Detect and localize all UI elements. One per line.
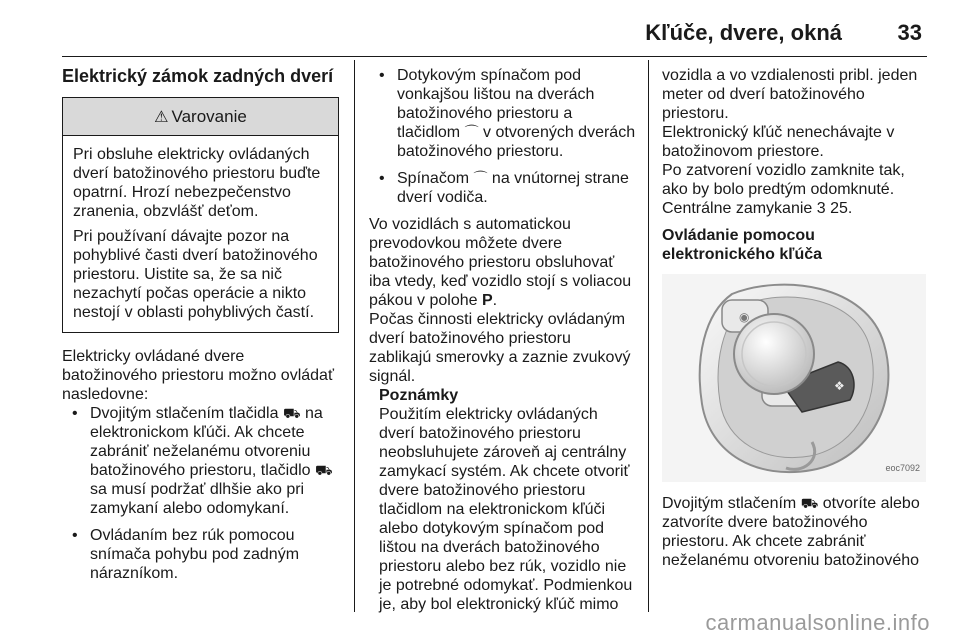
text-run: Dvojitým stlačením bbox=[662, 495, 801, 512]
column-divider-2 bbox=[648, 60, 649, 612]
page-number: 33 bbox=[897, 20, 922, 45]
subheading: Ovládanie pomocou elektronického kľúča bbox=[662, 227, 823, 263]
list-item bbox=[369, 66, 636, 161]
paragraph: Elektronický kľúč nenechávajte v batožinovom priestore. bbox=[662, 124, 895, 160]
warning-paragraph: Pri obsluhe elektricky ovládaných dverí batožinového priestoru buďte opatrní. Hrozí nebezpečenstvo zranenia, obzvlášť deťom. bbox=[73, 146, 321, 220]
column-2 bbox=[369, 66, 636, 620]
text-run: otvoríte alebo zatvoríte dvere batožinového priestoru. Ak chcete zabrániť neželanému otvoreniu batožinového bbox=[662, 495, 920, 569]
transmission-paragraph bbox=[369, 215, 636, 310]
column-3 bbox=[662, 66, 928, 570]
warning-paragraph: Pri používaní dávajte pozor na pohyblivé časti dverí batožinového priestoru. Uistite sa, že sa nič nezachytí počas operácie a nikto nestojí v oblasti pohyblivých častí. bbox=[73, 228, 318, 321]
key-fob-illustration bbox=[662, 274, 926, 482]
column-divider-1 bbox=[354, 60, 355, 612]
trunk-key-icon: ⛟ bbox=[282, 405, 301, 421]
page-ref-icon: 3 bbox=[816, 200, 826, 217]
continued-paragraph: vozidla a vo vzdialenosti pribl. jeden meter od dverí batožinového priestoru. bbox=[662, 67, 918, 122]
operation-list bbox=[62, 404, 339, 583]
warning-header bbox=[63, 98, 338, 136]
list-item bbox=[62, 404, 339, 518]
liftgate-icon: ⌒ bbox=[473, 170, 488, 186]
operation-list-continued bbox=[369, 66, 636, 207]
text-run: . bbox=[492, 292, 498, 309]
trunk-key-icon: ⛟ bbox=[315, 462, 333, 478]
warning-body bbox=[63, 136, 338, 332]
text-run: Spínačom bbox=[397, 170, 474, 187]
text-run: 25. bbox=[825, 200, 853, 217]
text-run: Centrálne zamykanie bbox=[662, 200, 817, 217]
gear-position: P bbox=[481, 292, 493, 309]
list-item: • Ovládaním bez rúk pomocou snímača pohybu pod zadným nárazníkom. bbox=[62, 526, 339, 583]
note-text: Použitím elektricky ovládaných dverí batožinového priestoru neobsluhujete zároveň aj centrálny zamykací systém. Ak chcete otvoriť dvere batožinového priestoru tlačidlom na elektronickom kľúči alebo dotykovým spínačom pod lištou na dverách batožinového priestoru alebo bez rúk, vozidlo nie je potrebné odomykať. Podmienkou je, aby bol elektronický kľúč mimo bbox=[379, 406, 633, 613]
text-run: na elektronickom kľúči. Ak chcete zabrániť neželanému otvoreniu batožinového priestoru, tlačidlo bbox=[90, 405, 323, 479]
cross-reference bbox=[662, 199, 928, 218]
column-1 bbox=[62, 66, 339, 591]
warning-title: Varovanie bbox=[171, 107, 247, 126]
text-run: v otvorených dverách batožinového priestoru. bbox=[397, 124, 636, 160]
section-title: Elektrický zámok zadných dverí bbox=[62, 66, 334, 86]
note-block bbox=[369, 386, 636, 614]
list-item bbox=[369, 169, 636, 207]
electronic-key-image bbox=[662, 274, 926, 482]
key-operation-paragraph bbox=[662, 494, 928, 570]
image-code: eoc7092 bbox=[885, 463, 920, 473]
text-run: Dotykovým spínačom pod vonkajšou lištou na dverách batožinového priestoru a tlačidlom bbox=[397, 67, 595, 141]
warning-box bbox=[62, 97, 339, 333]
intro-paragraph: Elektricky ovládané dvere batožinového priestoru možno ovládať nasledovne: bbox=[62, 348, 334, 403]
unlock-dial bbox=[734, 314, 814, 394]
text-run: sa musí podržať dlhšie ako pri zamykaní alebo odomykaní. bbox=[90, 481, 305, 517]
text-run: Dvojitým stlačením tlačidla bbox=[90, 405, 283, 422]
liftgate-icon: ⌒ bbox=[464, 124, 479, 140]
paragraph: Po zatvorení vozidlo zamknite tak, ako by bolo predtým odomknuté. bbox=[662, 162, 905, 198]
note-title: Poznámky bbox=[379, 387, 459, 404]
page-title: Kľúče, dvere, okná bbox=[645, 20, 842, 45]
button-glyph: ❖ bbox=[834, 379, 845, 393]
text-run: na vnútornej strane dverí vodiča. bbox=[397, 170, 629, 206]
warning-icon: ⚠ bbox=[154, 109, 169, 126]
header-divider bbox=[62, 56, 927, 57]
watermark: carmanualsonline.info bbox=[705, 610, 930, 635]
text-run: Vo vozidlách s automatickou prevodovkou môžete dvere batožinového priestoru obsluhovať iba vtedy, keď vozidlo stojí s voliacou pákou v polohe bbox=[369, 216, 632, 309]
button-glyph: ◉ bbox=[739, 310, 750, 324]
signal-paragraph: Počas činnosti elektricky ovládaným dverí batožinového priestoru zablikajú smerovky a zaznie zvukový signál. bbox=[369, 311, 631, 385]
trunk-key-icon: ⛟ bbox=[800, 495, 819, 511]
